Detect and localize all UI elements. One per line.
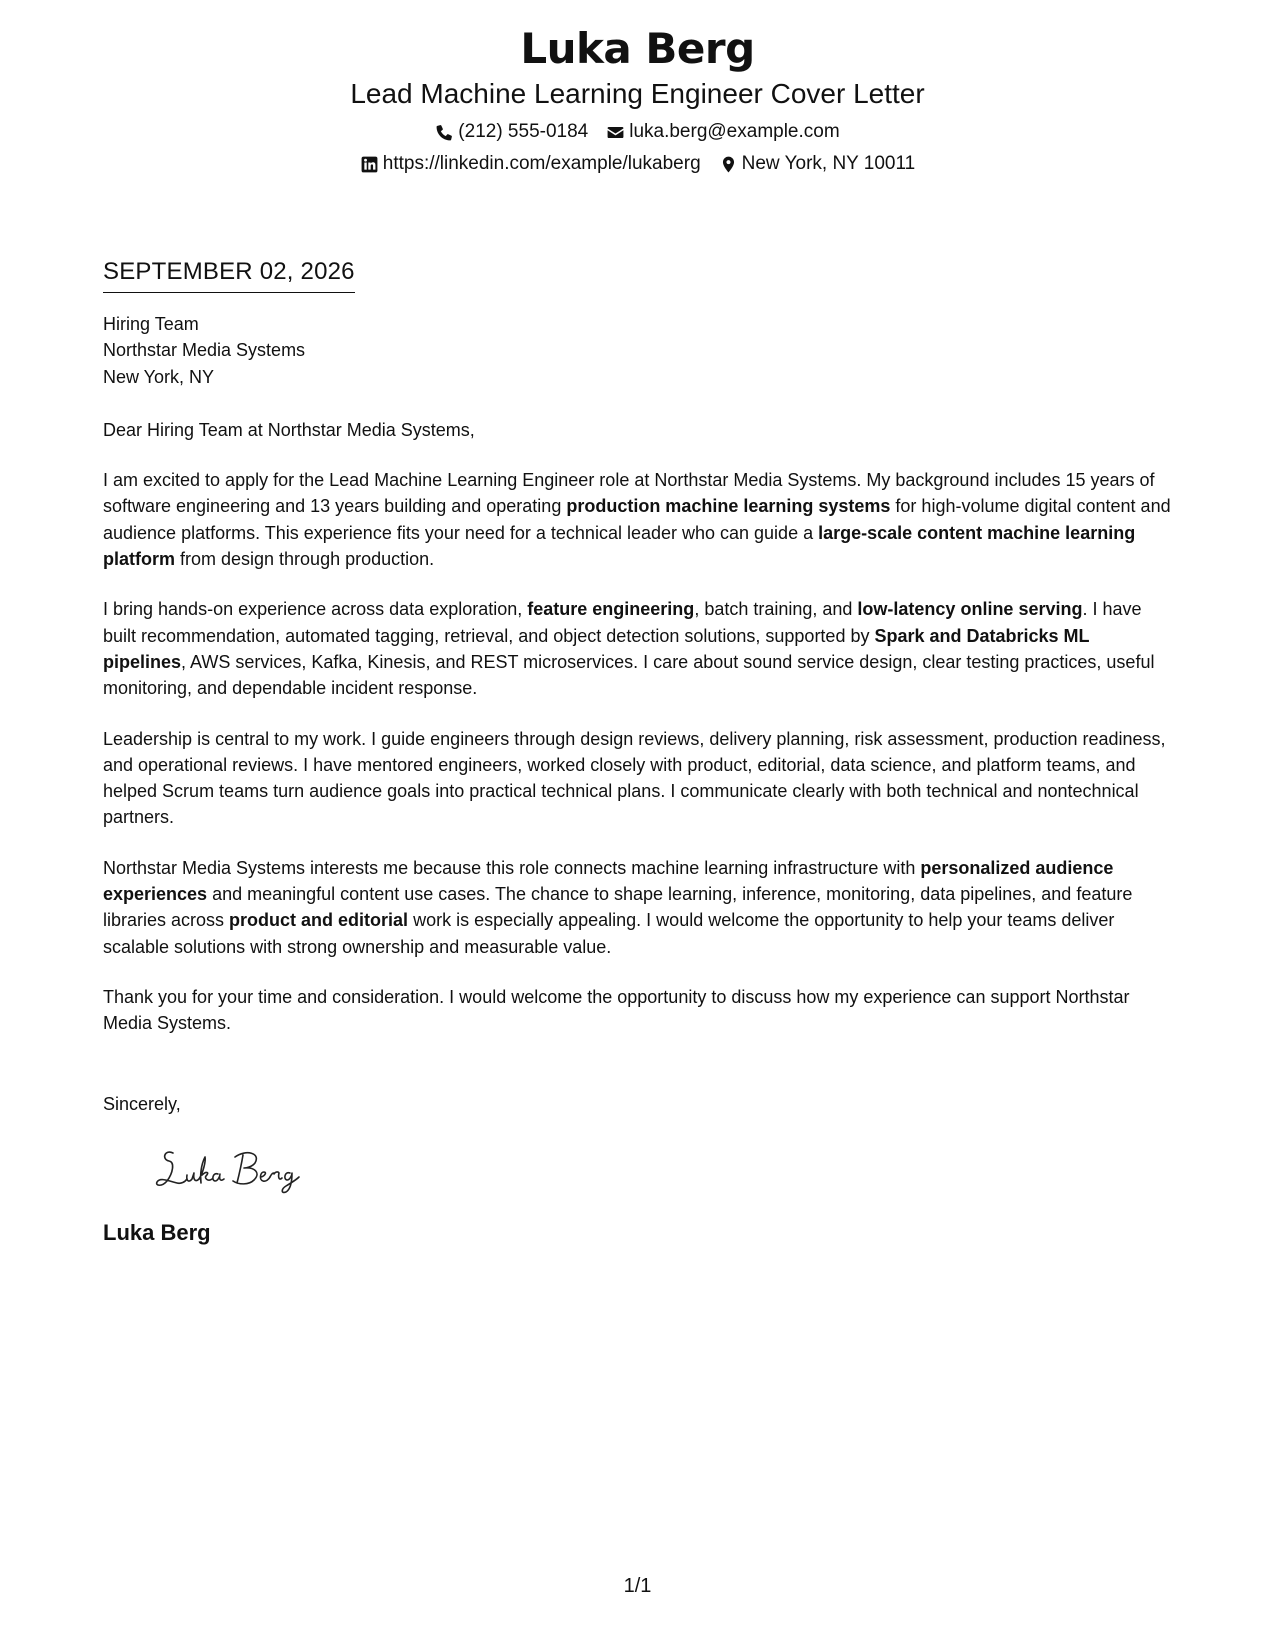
paragraph-text: Northstar Media Systems interests me because this role connects machine learning infrastructure with xyxy=(103,857,921,878)
salutation: Dear Hiring Team at Northstar Media Systems, xyxy=(103,419,475,440)
applicant-name: Luka Berg xyxy=(520,24,755,73)
phone-icon xyxy=(435,123,454,142)
paragraph-text: from design through production. xyxy=(175,549,435,570)
emphasis-text: feature engineering xyxy=(527,599,695,620)
handwritten-signature xyxy=(151,1139,1173,1197)
paragraph-text: , AWS services, Kafka, Kinesis, and REST microservices. I care about sound service design, clear testing practices, useful monitoring, and dependable incident response. xyxy=(103,651,1155,699)
email-text[interactable]: luka.berg@example.com xyxy=(629,121,840,142)
emphasis-text: large-scale content machine learning platform xyxy=(103,522,1136,570)
contact-row-1 xyxy=(0,120,1275,144)
body-paragraph xyxy=(103,467,1173,572)
letter-header xyxy=(0,22,1275,176)
letter-body xyxy=(103,256,1173,1247)
contact-row-2 xyxy=(0,152,1275,176)
page-number: 1/1 xyxy=(623,1575,652,1597)
paragraph-text: work is especially appealing. I would welcome the opportunity to help your teams deliver scalable solutions with strong ownership and measurable value. xyxy=(103,910,1115,957)
body-paragraph xyxy=(103,984,1173,1037)
body-paragraph xyxy=(103,855,1173,960)
contact-linkedin[interactable] xyxy=(360,152,701,176)
recipient-line: Northstar Media Systems xyxy=(103,340,306,361)
emphasis-text: product and editorial xyxy=(229,910,409,931)
paragraph-text: . I have built recommendation, automated tagging, retrieval, and object detection solutions, supported by xyxy=(103,599,1142,646)
emphasis-text: production machine learning systems xyxy=(566,496,891,517)
body-paragraph xyxy=(103,726,1173,831)
linkedin-text[interactable]: https://linkedin.com/example/lukaberg xyxy=(382,153,701,174)
emphasis-text: low-latency online serving xyxy=(857,599,1083,620)
paragraph-text: and meaningful content use cases. The chance to shape learning, inference, monitoring, data pipelines, and feature libraries across xyxy=(103,884,1133,931)
paragraph-text: , batch training, and xyxy=(694,599,858,620)
location-text: New York, NY 10011 xyxy=(741,153,916,174)
letter-date: SEPTEMBER 02, 2026 xyxy=(103,256,355,293)
paragraph-text: for high-volume digital content and audience platforms. This experience fits your need for a technical leader who can guide a xyxy=(103,496,1171,543)
phone-text: (212) 555-0184 xyxy=(458,121,589,142)
recipient-line: New York, NY xyxy=(103,366,215,387)
letter-subtitle: Lead Machine Learning Engineer Cover Letter xyxy=(350,78,925,109)
paragraph-text: I bring hands-on experience across data exploration, xyxy=(103,599,528,620)
emphasis-text: personalized audience experiences xyxy=(103,857,1114,905)
paragraph-text: I am excited to apply for the Lead Machine Learning Engineer role at Northstar Media Systems. My background includes 15 years of software engineering and 13 years building and operating xyxy=(103,470,1155,517)
emphasis-text: Spark and Databricks ML pipelines xyxy=(103,625,1090,672)
closing: Sincerely, xyxy=(103,1093,181,1114)
contact-location xyxy=(719,152,916,176)
paragraph-text: Thank you for your time and consideration. I would welcome the opportunity to discuss how my experience can support Northstar Media Systems. xyxy=(103,986,1130,1034)
paragraph-text: Leadership is central to my work. I guide engineers through design reviews, delivery planning, risk assessment, production readiness, and operational reviews. I have mentored engineers, worked closely with product, editorial, data science, and platform teams, and helped Scrum teams turn audience goals into practical technical plans. I communicate clearly with both technical and nontechnical partners. xyxy=(103,728,1166,828)
letter-paragraphs xyxy=(103,467,1173,1036)
recipient-line: Hiring Team xyxy=(103,314,199,334)
contact-email[interactable] xyxy=(606,120,839,144)
map-pin-icon xyxy=(719,155,738,174)
envelope-icon xyxy=(606,123,625,142)
recipient-block xyxy=(103,311,1173,390)
linkedin-icon xyxy=(360,155,379,174)
body-paragraph xyxy=(103,596,1173,701)
contact-phone xyxy=(435,120,588,144)
signer-name: Luka Berg xyxy=(103,1219,211,1245)
